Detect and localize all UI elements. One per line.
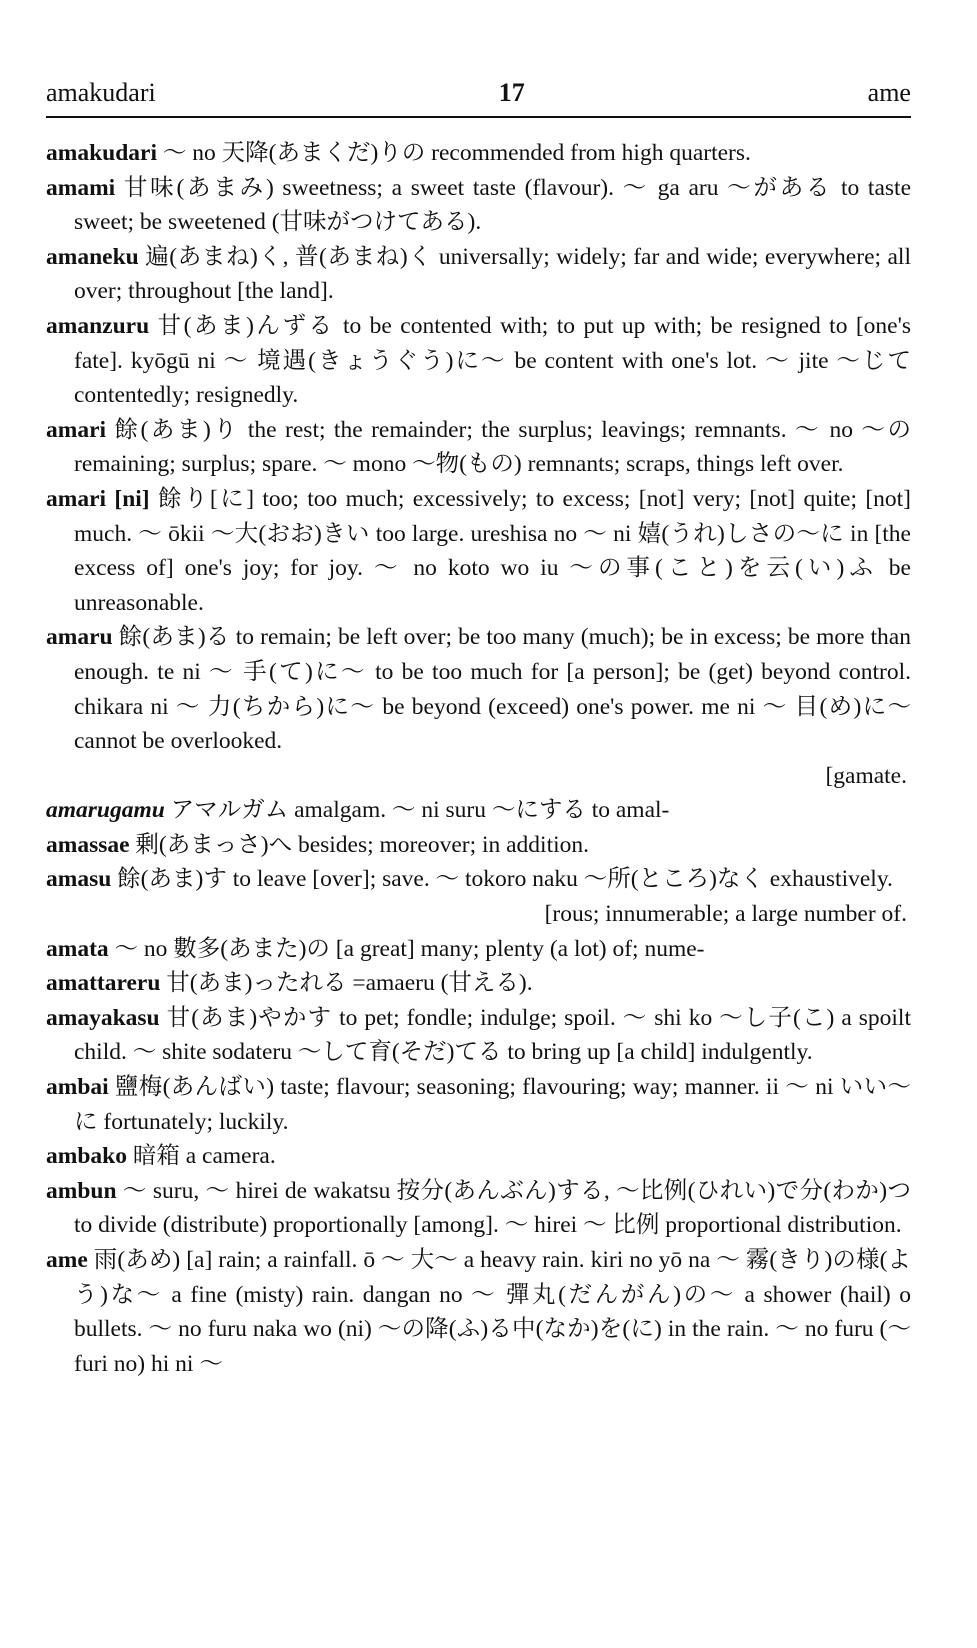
dictionary-entry: [46, 828, 911, 863]
dictionary-entry: [46, 1139, 911, 1174]
entry-definition: 暗箱 a camera.: [126, 1143, 276, 1170]
dictionary-entry: [46, 793, 911, 828]
dictionary-entry: [46, 1174, 911, 1243]
entry-definition: 餘(あま)す to leave [over]; save. ～ tokoro naku ～所(ところ)なく exhaustively.: [111, 866, 893, 893]
entry-definition: ～ no 天降(あまくだ)りの recommended from high quarters.: [157, 140, 751, 166]
entry-definition: 遍(あまね)く, 普(あまね)く universally; widely; far and wide; everywhere; all over; throughout [the land].: [74, 243, 911, 305]
entry-definition: 餘り[に] too; too much; excessively; to excess; [not] very; [not] quite; [not] much. ～ ōkii ～大(おお)きい too large. ureshisa no ～ ni 嬉(うれ)しさの～に in [the excess of] one's joy; for joy. ～ no koto wo iu ～の事(こと)を云(い)ふ be unreasonable.: [74, 485, 911, 616]
dictionary-entry: [46, 171, 911, 240]
entry-definition: 甘味(あまみ) sweetness; a sweet taste (flavour). ～ ga aru ～がある to taste sweet; be sweetened (甘味がつけてある).: [74, 174, 911, 236]
page-number: 17: [498, 78, 525, 107]
dictionary-entry: [46, 413, 911, 482]
entry-headword: amanzuru: [46, 312, 150, 339]
entry-headword: amaru: [46, 624, 113, 651]
overflow-line: [rous; innumerable; a large number of.: [544, 901, 907, 928]
entry-headword: amata: [46, 935, 109, 962]
entry-headword: amayakasu: [46, 1004, 160, 1031]
entry-headword: ambai: [46, 1074, 109, 1101]
entry-headword: ambun: [46, 1177, 117, 1204]
entry-definition: 餘(あま)り the rest; the remainder; the surplus; leavings; remnants. ～ no ～の remaining; surplus; spare. ～ mono ～物(もの) remnants; scraps, things left over.: [74, 416, 911, 478]
entry-list: [46, 136, 911, 1381]
entry-definition: 甘(あま)んずる to be contented with; to put up with; be resigned to [one's fate]. kyōgū ni ～ 境遇(きょうぐう)に～ be content with one's lot. ～ jite ～じて contentedly; resignedly.: [74, 312, 911, 409]
entry-headword: amattareru: [46, 970, 161, 997]
entry-definition: 剰(あまっさ)へ besides; moreover; in addition.: [129, 831, 590, 858]
entry-headword: amaneku: [46, 243, 139, 270]
entry-definition: 甘(あま)やかす to pet; fondle; indulge; spoil. ～ shi ko ～し子(こ) a spoilt child. ～ shite sodateru ～して育(そだ)てる to bring up [a child] indulgently.: [74, 1004, 911, 1066]
dictionary-entry: [46, 862, 911, 897]
page-header: [46, 78, 911, 118]
header-right-guide-word: ame: [867, 78, 911, 107]
dictionary-entry: [46, 1243, 911, 1381]
dictionary-entry: [46, 240, 911, 309]
entry-headword: amari: [46, 416, 107, 443]
entry-headword: ambako: [46, 1143, 127, 1170]
dictionary-entry: [46, 932, 911, 967]
entry-headword: amassae: [46, 831, 130, 858]
entry-definition: 雨(あめ) [a] rain; a rainfall. ō ～ 大～ a heavy rain. kiri no yō na ～ 霧(きり)の様(よう)な～ a fine (misty) rain. dangan no ～ 彈丸(だんがん)の～ a shower (hail) o bullets. ～ no furu naka wo (ni) ～の降(ふ)る中(なか)を(に) in the rain. ～ no furu (～ furi no) hi ni ～: [74, 1247, 911, 1377]
overflow-line: [gamate.: [825, 762, 907, 789]
header-left-guide-word: amakudari: [46, 78, 156, 107]
dictionary-entry: [46, 482, 911, 620]
entry-definition: 鹽梅(あんばい) taste; flavour; seasoning; flavouring; way; manner. ii ～ ni いい～に fortunately; luckily.: [74, 1074, 911, 1135]
dictionary-entry: [46, 1001, 911, 1070]
entry-headword: amari [ni]: [46, 485, 150, 512]
dictionary-entry: [46, 966, 911, 1001]
entry-definition: ～ suru, ～ hirei de wakatsu 按分(あんぶん)する, ～比例(ひれい)で分(わか)つ to divide (distribute) proportionally [among]. ～ hirei ～ 比例 proportional distribution.: [74, 1177, 911, 1239]
dictionary-entry: [46, 136, 911, 171]
entry-headword: amakudari: [46, 140, 157, 166]
entry-headword: amami: [46, 174, 116, 201]
entry-headword: amarugamu: [46, 797, 165, 824]
entry-headword: ame: [46, 1247, 88, 1273]
entry-definition: 餘(あま)る to remain; be left over; be too many (much); be in excess; be more than enough. te ni ～ 手(て)に～ to be too much for [a person]; be (get) beyond control. chikara ni ～ 力(ちから)に～ be beyond (exceed) one's power. me ni ～ 目(め)に～ cannot be overlooked.: [74, 624, 911, 755]
entry-headword: amasu: [46, 866, 112, 893]
dictionary-entry: [46, 620, 911, 758]
entry-definition: ～ no 數多(あまた)の [a great] many; plenty (a lot) of; nume-: [108, 935, 705, 962]
dictionary-entry: [46, 309, 911, 413]
entry-definition: アマルガム amalgam. ～ ni suru ～にする to amal-: [164, 797, 670, 824]
entry-definition: 甘(あま)ったれる =amaeru (甘える).: [160, 970, 533, 997]
dictionary-entry: [46, 1070, 911, 1139]
